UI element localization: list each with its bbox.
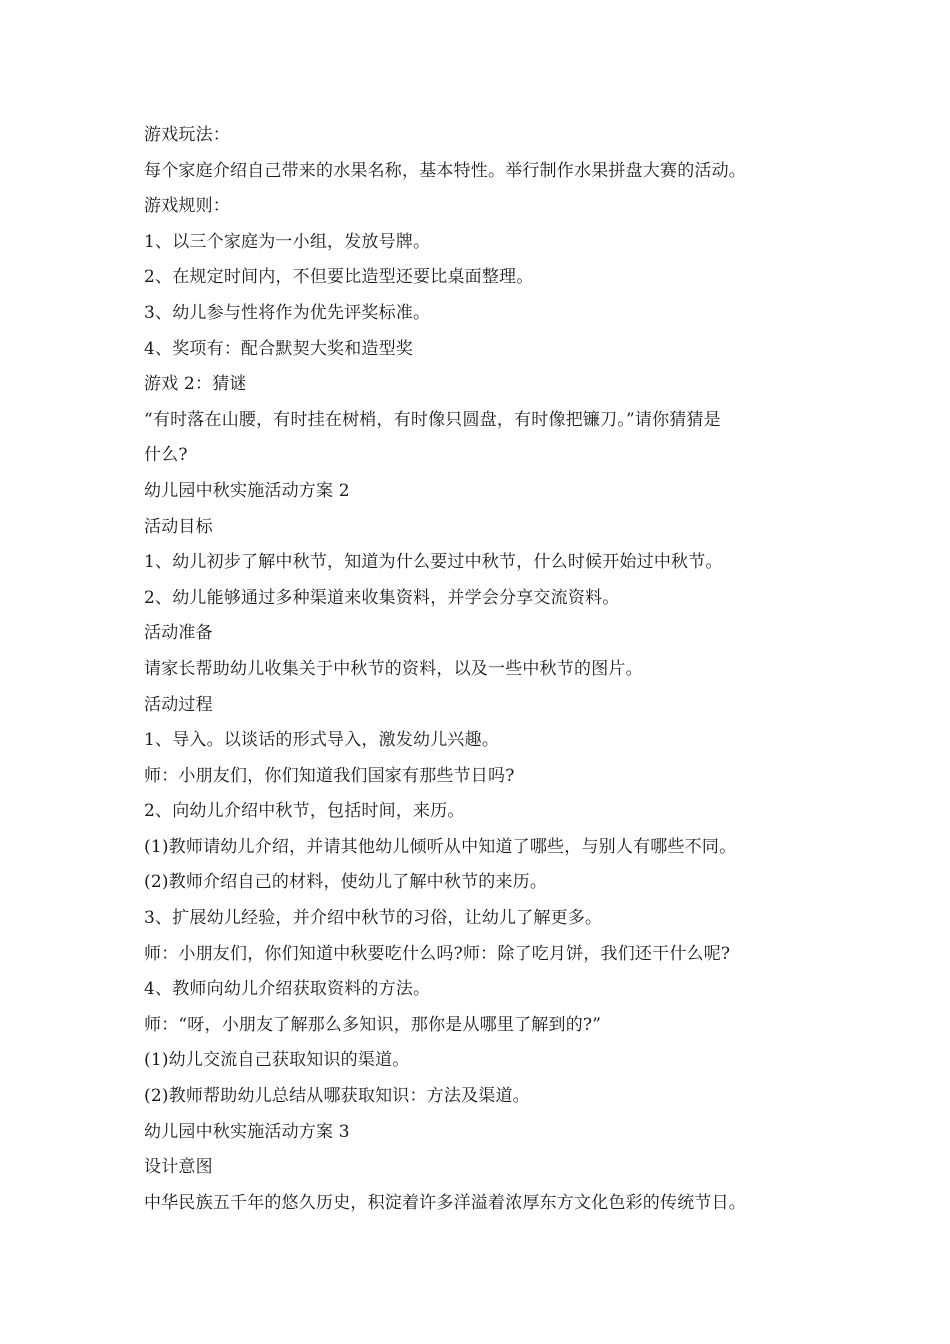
text-line: (1)幼儿交流自己获取知识的渠道。 <box>144 1050 410 1071</box>
text-line: 4、奖项有：配合默契大奖和造型奖 <box>144 338 414 359</box>
section-title: 幼儿园中秋实施活动方案 2 <box>144 480 350 501</box>
text-line: 4、教师向幼儿介绍获取资料的方法。 <box>144 979 431 1000</box>
document-body <box>144 118 844 1221</box>
text-line: 每个家庭介绍自己带来的水果名称，基本特性。举行制作水果拼盘大赛的活动。 <box>144 160 746 181</box>
text-line: 1、幼儿初步了解中秋节，知道为什么要过中秋节，什么时候开始过中秋节。 <box>144 552 723 573</box>
section-heading: 活动过程 <box>144 694 213 715</box>
text-line: 1、以三个家庭为一小组，发放号牌。 <box>144 231 431 252</box>
text-line: 1、导入。以谈话的形式导入，激发幼儿兴趣。 <box>144 730 500 751</box>
text-line: 2、幼儿能够通过多种渠道来收集资料，并学会分享交流资料。 <box>144 587 620 608</box>
text-line: (2)教师介绍自己的材料，使幼儿了解中秋节的来历。 <box>144 872 548 893</box>
text-line: 游戏玩法： <box>144 125 230 145</box>
text-line: 2、在规定时间内，不但要比造型还要比桌面整理。 <box>144 267 534 288</box>
text-line: “有时落在山腰，有时挂在树梢，有时像只圆盘，有时像把镰刀。”请你猜猜是 <box>144 409 721 430</box>
text-line: 游戏规则： <box>144 196 230 217</box>
text-line: 中华民族五千年的悠久历史，积淀着许多洋溢着浓厚东方文化色彩的传统节日。 <box>144 1192 746 1213</box>
section-heading: 活动目标 <box>144 516 213 537</box>
text-line: 请家长帮助幼儿收集关于中秋节的资料，以及一些中秋节的图片。 <box>144 658 643 679</box>
text-line: 师：“呀，小朋友了解那么多知识，那你是从哪里了解到的?” <box>144 1014 602 1035</box>
section-heading: 活动准备 <box>144 623 213 644</box>
text-line: (1)教师请幼儿介绍，并请其他幼儿倾听从中知道了哪些，与别人有哪些不同。 <box>144 836 737 857</box>
section-heading: 设计意图 <box>144 1157 213 1178</box>
text-line: 2、向幼儿介绍中秋节，包括时间，来历。 <box>144 801 465 822</box>
text-line: 3、扩展幼儿经验，并介绍中秋节的习俗，让幼儿了解更多。 <box>144 908 603 929</box>
section-title: 幼儿园中秋实施活动方案 3 <box>144 1121 350 1142</box>
section-heading: 游戏 2：猜谜 <box>144 374 247 395</box>
text-line: 师：小朋友们，你们知道中秋要吃什么吗?师：除了吃月饼，我们还干什么呢? <box>144 943 731 964</box>
text-line: (2)教师帮助幼儿总结从哪获取知识：方法及渠道。 <box>144 1086 530 1107</box>
text-line: 什么? <box>144 445 188 466</box>
text-line: 3、幼儿参与性将作为优先评奖标准。 <box>144 302 431 323</box>
text-line: 师：小朋友们，你们知道我们国家有那些节日吗? <box>144 765 515 786</box>
